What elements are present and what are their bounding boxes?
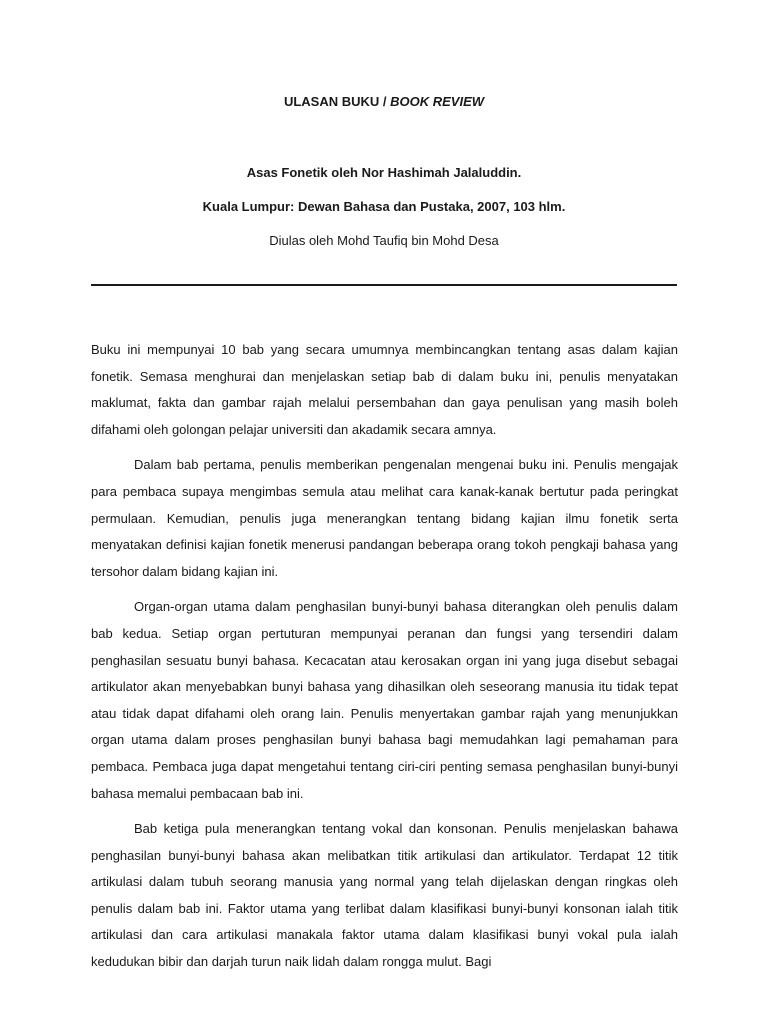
paragraph-chapter-three: Bab ketiga pula menerangkan tentang vokal dan konsonan. Penulis menjelaskan bahawa penghasilan bunyi-bunyi bahasa akan melibatkan titik artikulasi dan artikulator. Terdapat 12 titik artikulasi dalam tubuh seorang manusia yang normal yang telah dijelaskan dengan ringkas oleh penulis dalam bab ini. Faktor utama yang terlibat dalam klasifikasi bunyi-bunyi konsonan ialah titik artikulasi dan cara artikulasi manakala faktor utama dalam klasifikasi bunyi vokal pula ialah kedudukan bibir dan darjah turun naik lidah dalam rongga mulut. Bagi — [91, 821, 678, 970]
reviewer-line: Diulas oleh Mohd Taufiq bin Mohd Desa — [269, 233, 499, 248]
paragraph-chapter-one: Dalam bab pertama, penulis memberikan pengenalan mengenai buku ini. Penulis mengajak para pembaca supaya mengimbas semula atau melihat cara kanak-kanak bertutur pada peringkat permulaan. Kemudian, penulis juga menerangkan tentang bidang kajian ilmu fonetik serta menyatakan definisi kajian fonetik menerusi pandangan beberapa orang tokoh pengkaji bahasa yang tersohor dalam bidang kajian ini. — [91, 457, 678, 579]
paragraph-intro: Buku ini mempunyai 10 bab yang secara umumnya membincangkan tentang asas dalam kajian fonetik. Semasa menghurai dan menjelaskan setiap bab di dalam buku ini, penulis menyatakan maklumat, fakta dan gambar rajah melalui persembahan dan gaya penulisan yang masih boleh difahami oleh golongan pelajar universiti dan akadamik secara amnya. — [91, 342, 678, 437]
review-heading-english: BOOK REVIEW — [390, 94, 485, 109]
paragraph-chapter-two: Organ-organ utama dalam penghasilan bunyi-bunyi bahasa diterangkan oleh penulis dalam bab kedua. Setiap organ pertuturan mempunyai peranan dan fungsi yang tersendiri dalam penghasilan sesuatu bunyi bahasa. Kecacatan atau kerosakan organ ini yang juga disebut sebagai artikulator akan menyebabkan bunyi bahasa yang dihasilkan oleh seseorang manusia itu tidak tepat atau tidak dapat difahami oleh orang lain. Penulis menyertakan gambar rajah yang menunjukkan organ utama dalam proses penghasilan bunyi bahasa bagi memudahkan lagi pemahaman para pembaca. Pembaca juga dapat mengetahui tentang ciri-ciri penting semasa penghasilan bunyi-bunyi bahasa memalui pembacaan bab ini. — [91, 599, 678, 801]
book-publication-line: Kuala Lumpur: Dewan Bahasa dan Pustaka, 2007, 103 hlm. — [202, 199, 566, 214]
review-body — [91, 337, 678, 985]
book-title-line: Asas Fonetik oleh Nor Hashimah Jalaluddin. — [246, 165, 522, 180]
horizontal-divider — [91, 284, 677, 286]
review-heading-label: ULASAN BUKU / — [283, 94, 391, 109]
review-heading — [0, 94, 768, 109]
